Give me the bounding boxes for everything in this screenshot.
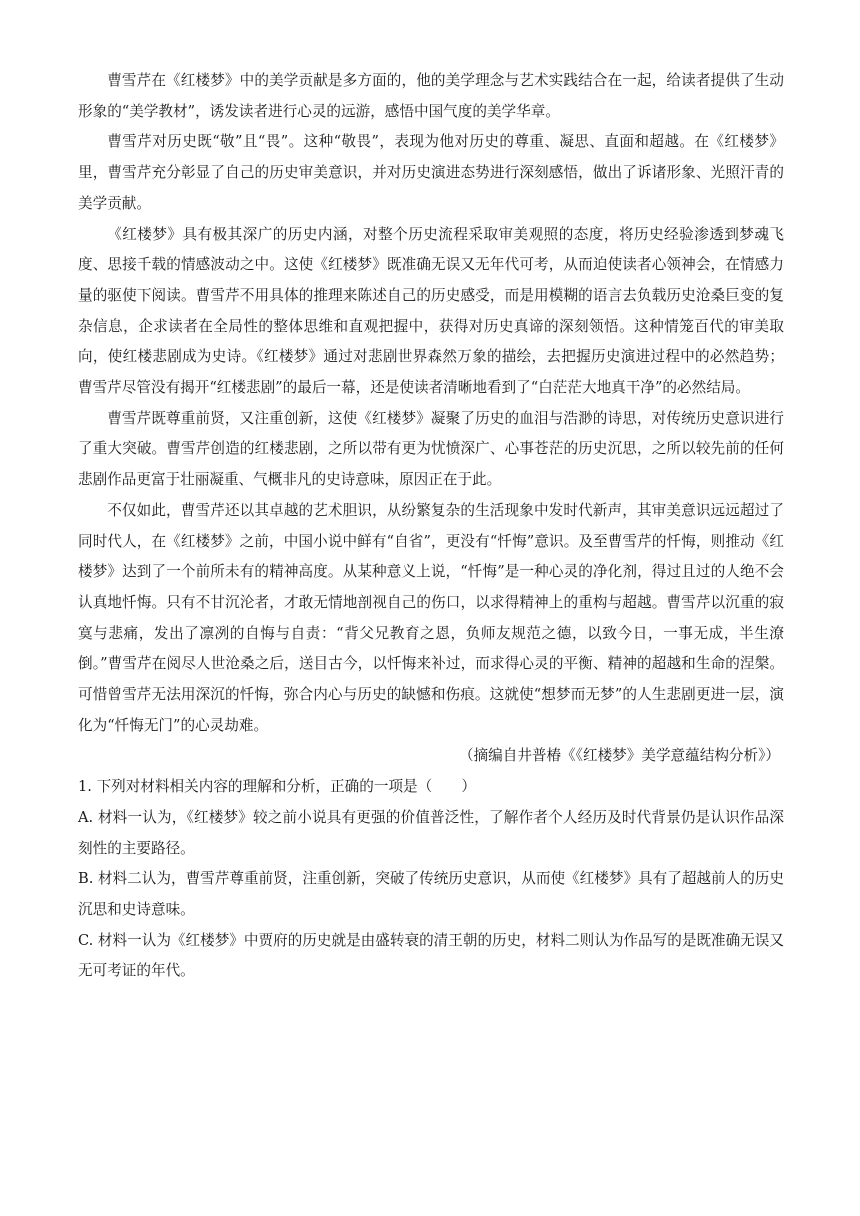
option-c: C. 材料一认为《红楼梦》中贾府的历史就是由盛转衰的清王朝的历史，材料二则认为作品写的是既准确无误又无可考证的年代。 bbox=[78, 931, 784, 980]
paragraph-5: 不仅如此，曹雪芹还以其卓越的艺术胆识，从纷繁复杂的生活现象中发时代新声，其审美意识远远超过了同时代人，在《红楼梦》之前，中国小说中鲜有“自省”，更没有“忏悔”意识。及至曹雪芹的忏悔，则推动《红楼梦》达到了一个前所未有的精神高度。从某种意义上说，“忏悔”是一种心灵的净化剂，得过且过的人绝不会认真地忏悔。只有不甘沉沦者，才敢无情地剖视自己的伤口，以求得精神上的重构与超越。曹雪芹以沉重的寂寞与悲痛，发出了凛冽的自悔与自责：“背父兄教育之恩，负师友规范之德，以致今日，一事无成，半生潦倒。”曹雪芹在阅尽人世沧桑之后，送目古今，以忏悔来补过，而求得心灵的平衡、精神的超越和生命的涅槃。可惜曾雪芹无法用深沉的忏悔，弥合内心与历史的缺憾和伤痕。这就使“想梦而无梦”的人生悲剧更进一层，演化为“忏悔无门”的心灵劫难。 bbox=[78, 501, 784, 734]
paragraph-2: 曹雪芹对历史既“敬”且“畏”。这种“敬畏”，表现为他对历史的尊重、凝思、直面和超越。在《红楼梦》里，曹雪芹充分彰显了自己的历史审美意识，并对历史演进态势进行深刻感悟，做出了诉诸形象、光照汗青的美学贡献。 bbox=[78, 133, 784, 212]
paragraph-1: 曹雪芹在《红楼梦》中的美学贡献是多方面的，他的美学理念与艺术实践结合在一起，给读者提供了生动形象的“美学教材”，诱发读者进行心灵的远游，感悟中国气度的美学华章。 bbox=[78, 72, 784, 120]
paragraph-4: 曹雪芹既尊重前贤，又注重创新，这使《红楼梦》凝聚了历史的血泪与浩渺的诗思，对传统历史意识进行了重大突破。曹雪芹创造的红楼悲剧，之所以带有更为忧愤深广、心事苍茫的历史沉思，之所以较先前的任何悲剧作品更富于壮丽凝重、气概非凡的史诗意味，原因正在于此。 bbox=[78, 409, 784, 489]
question-stem: 1. 下列对材料相关内容的理解和分析，正确的一项是（ ） bbox=[78, 778, 477, 796]
option-b: B. 材料二认为，曹雪芹尊重前贤，注重创新，突破了传统历史意识，从而使《红楼梦》具有了超越前人的历史沉思和史诗意味。 bbox=[78, 870, 784, 918]
source-citation: （摘编自井普椿《《红楼梦》美学意蕴结构分析》） bbox=[458, 747, 780, 765]
option-a: A. 材料一认为，《红楼梦》较之前小说具有更强的价值普泛性，了解作者个人经历及时代背景仍是认识作品深刻性的主要路径。 bbox=[78, 808, 784, 857]
document-page bbox=[78, 66, 784, 987]
paragraph-3: 《红楼梦》具有极其深广的历史内涵，对整个历史流程采取审美观照的态度，将历史经验渗透到梦魂飞度、思接千载的情感波动之中。这使《红楼梦》既准确无误又无年代可考，从而迫使读者心领神会，在情感力量的驱使下阅读。曹雪芹不用具体的推理来陈述自己的历史感受，而是用模糊的语言去负载历史沧桑巨变的复杂信息，企求读者在全局性的整体思维和直观把握中，获得对历史真谛的深刻领悟。这种情笼百代的审美取向，使红楼悲剧成为史诗。《红楼梦》通过对悲剧世界森然万象的描绘，去把握历史演进过程中的必然趋势；曹雪芹尽管没有揭开“红楼悲剧”的最后一幕，还是使读者清晰地看到了“白茫茫大地真干净”的必然结局。 bbox=[78, 225, 784, 397]
